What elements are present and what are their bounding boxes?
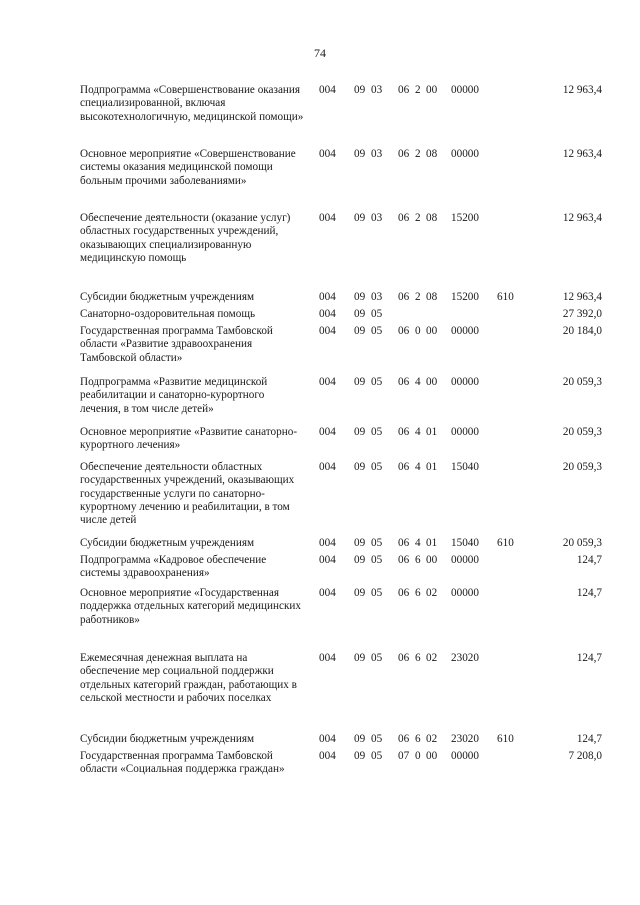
row-name: Субсидии бюджетным учреждениям [80,537,255,549]
subprogram-code: 6 [415,587,421,599]
program-code: 06 [398,733,410,745]
subsection-code: 03 [371,84,383,96]
direction-code: 00000 [451,750,479,762]
program-code: 07 [398,750,410,762]
direction-code: 00000 [451,376,479,388]
row-name: Субсидии бюджетным учреждениям [80,733,255,745]
row-name: Подпрограмма «Совершенствование оказания специализированной, включая высокотехнологичную, медицинской помощи» [80,84,304,123]
row-name: Субсидии бюджетным учреждениям [80,291,255,303]
table-row [80,750,602,777]
direction-code: 15040 [451,537,479,549]
subsection-code: 05 [371,537,383,549]
direction-code: 15200 [451,291,479,303]
section-code: 09 [354,148,366,160]
table-row [80,426,602,453]
row-name: Подпрограмма «Развитие медицинской реабилитации и санаторно-курортного лечения, в том числе детей» [80,376,268,415]
row-name: Санаторно-оздоровительная помощь [80,308,256,320]
section-code: 09 [354,212,366,224]
section-code: 09 [354,376,366,388]
subsection-code: 05 [371,750,383,762]
event-code: 02 [426,652,438,664]
section-code: 09 [354,554,366,566]
event-code: 00 [426,554,438,566]
table-row [80,325,602,365]
subsection-code: 03 [371,148,383,160]
section-code: 09 [354,750,366,762]
program-code: 06 [398,148,410,160]
ved-code: 004 [319,537,336,549]
table-row [80,537,602,550]
direction-code: 00000 [451,148,479,160]
subsection-code: 05 [371,554,383,566]
ved-code: 004 [319,554,336,566]
table-row [80,652,602,705]
amount: 12 963,4 [562,212,602,224]
ved-code: 004 [319,426,336,438]
amount: 20 059,3 [562,461,602,473]
event-code: 00 [426,84,438,96]
program-code: 06 [398,426,410,438]
subprogram-code: 2 [415,84,421,96]
subprogram-code: 4 [415,426,421,438]
event-code: 08 [426,148,438,160]
subprogram-code: 2 [415,148,421,160]
table-row [80,554,602,581]
table-row [80,308,602,321]
section-code: 09 [354,308,366,320]
event-code: 02 [426,733,438,745]
section-code: 09 [354,652,366,664]
program-code: 06 [398,554,410,566]
page-number: 74 [314,46,326,60]
event-code: 01 [426,426,438,438]
subsection-code: 05 [371,587,383,599]
table-row [80,376,602,416]
amount: 20 059,3 [562,537,602,549]
subprogram-code: 2 [415,291,421,303]
subsection-code: 03 [371,291,383,303]
subprogram-code: 4 [415,376,421,388]
expense-type-code: 610 [497,291,514,303]
amount: 124,7 [576,554,602,566]
ved-code: 004 [319,308,336,320]
table-row [80,148,602,188]
subsection-code: 05 [371,461,383,473]
section-code: 09 [354,733,366,745]
program-code: 06 [398,325,410,337]
subprogram-code: 0 [415,750,421,762]
subprogram-code: 6 [415,554,421,566]
subsection-code: 05 [371,652,383,664]
amount: 20 184,0 [562,325,602,337]
event-code: 00 [426,325,438,337]
row-name: Основное мероприятие «Совершенствование системы оказания медицинской помощи больным прочими заболеваниями» [80,148,296,187]
table-row [80,733,602,746]
expense-type-code: 610 [497,733,514,745]
subprogram-code: 2 [415,212,421,224]
program-code: 06 [398,587,410,599]
event-code: 02 [426,587,438,599]
row-name: Подпрограмма «Кадровое обеспечение системы здравоохранения» [80,554,267,580]
row-name: Основное мероприятие «Развитие санаторно-курортного лечения» [80,426,298,452]
subsection-code: 05 [371,376,383,388]
direction-code: 00000 [451,554,479,566]
expense-type-code: 610 [497,537,514,549]
row-name: Государственная программа Тамбовской области «Социальная поддержка граждан» [80,750,285,776]
row-name: Обеспечение деятельности областных государственных учреждений, оказывающих государственные услуги по санаторно-курортному лечению и реабилитации, в том числе детей [80,461,295,527]
row-name: Ежемесячная денежная выплата на обеспечение мер социальной поддержки отдельных категорий граждан, работающих в сельской местности и рабочих поселках [80,652,297,704]
event-code: 08 [426,291,438,303]
amount: 124,7 [576,587,602,599]
event-code: 00 [426,376,438,388]
event-code: 01 [426,537,438,549]
amount: 20 059,3 [562,376,602,388]
subprogram-code: 4 [415,461,421,473]
subprogram-code: 6 [415,652,421,664]
program-code: 06 [398,291,410,303]
direction-code: 23020 [451,733,479,745]
table-row [80,587,602,627]
direction-code: 00000 [451,426,479,438]
section-code: 09 [354,325,366,337]
program-code: 06 [398,461,410,473]
table-row [80,291,602,304]
ved-code: 004 [319,750,336,762]
amount: 124,7 [576,652,602,664]
program-code: 06 [398,537,410,549]
row-name: Государственная программа Тамбовской области «Развитие здравоохранения Тамбовской области» [80,325,273,364]
row-name: Обеспечение деятельности (оказание услуг) областных государственных учреждений, оказывающих специализированную медицинскую помощь [80,212,291,264]
ved-code: 004 [319,325,336,337]
direction-code: 23020 [451,652,479,664]
event-code: 01 [426,461,438,473]
ved-code: 004 [319,148,336,160]
amount: 27 392,0 [562,308,602,320]
subprogram-code: 6 [415,733,421,745]
ved-code: 004 [319,212,336,224]
program-code: 06 [398,376,410,388]
ved-code: 004 [319,376,336,388]
subsection-code: 05 [371,426,383,438]
amount: 12 963,4 [562,148,602,160]
table-row [80,212,602,265]
section-code: 09 [354,426,366,438]
amount: 7 208,0 [568,750,602,762]
event-code: 08 [426,212,438,224]
amount: 12 963,4 [562,84,602,96]
subsection-code: 05 [371,325,383,337]
ved-code: 004 [319,587,336,599]
program-code: 06 [398,652,410,664]
ved-code: 004 [319,652,336,664]
subprogram-code: 4 [415,537,421,549]
subprogram-code: 0 [415,325,421,337]
section-code: 09 [354,537,366,549]
subsection-code: 05 [371,733,383,745]
amount: 12 963,4 [562,291,602,303]
direction-code: 15040 [451,461,479,473]
ved-code: 004 [319,461,336,473]
ved-code: 004 [319,84,336,96]
direction-code: 00000 [451,587,479,599]
table-row [80,84,602,124]
direction-code: 00000 [451,84,479,96]
event-code: 00 [426,750,438,762]
direction-code: 15200 [451,212,479,224]
subsection-code: 05 [371,308,383,320]
program-code: 06 [398,212,410,224]
direction-code: 00000 [451,325,479,337]
amount: 20 059,3 [562,426,602,438]
section-code: 09 [354,84,366,96]
section-code: 09 [354,587,366,599]
table-row [80,461,602,527]
section-code: 09 [354,291,366,303]
ved-code: 004 [319,291,336,303]
amount: 124,7 [576,733,602,745]
section-code: 09 [354,461,366,473]
subsection-code: 03 [371,212,383,224]
program-code: 06 [398,84,410,96]
ved-code: 004 [319,733,336,745]
row-name: Основное мероприятие «Государственная поддержка отдельных категорий медицинских работников» [80,587,301,626]
